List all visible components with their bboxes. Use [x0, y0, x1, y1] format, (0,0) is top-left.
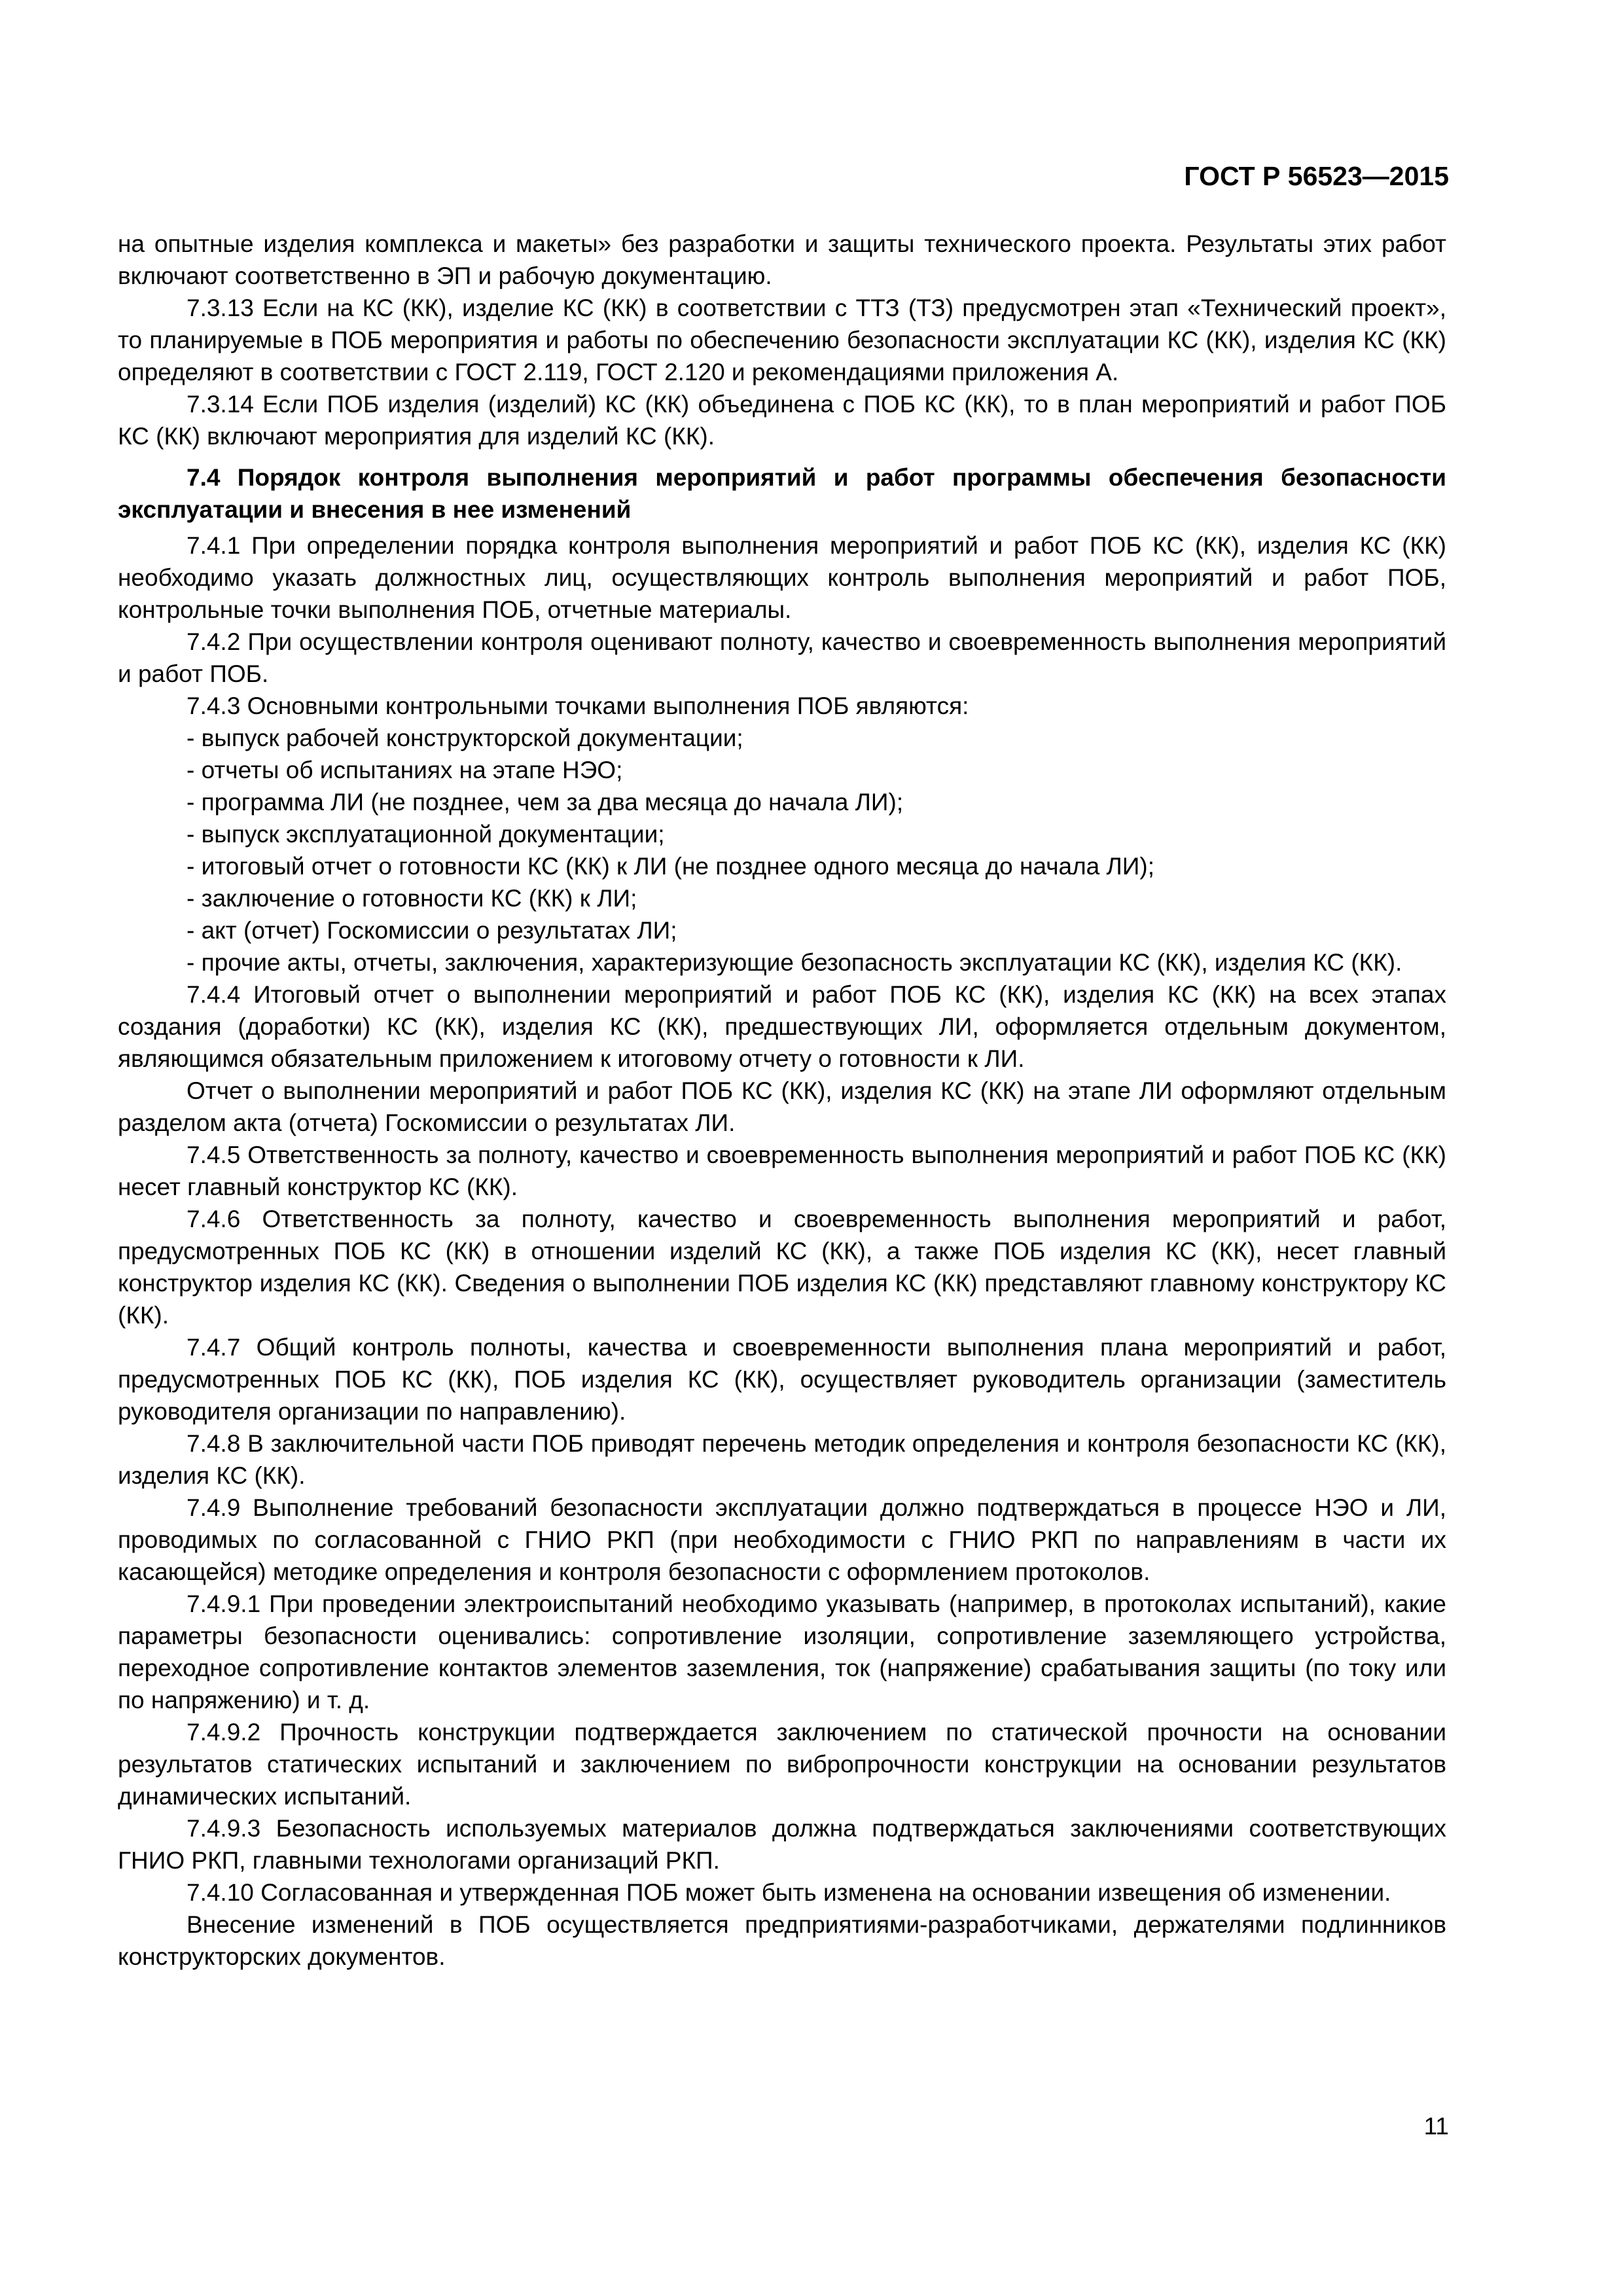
document-header: ГОСТ Р 56523—2015	[1184, 161, 1449, 191]
list-item: - акт (отчет) Госкомиссии о результатах ЛИ;	[187, 917, 677, 944]
paragraph: 7.4.1 При определении порядка контроля выполнения мероприятий и работ ПОБ КС (КК), изделия КС (КК) необходимо указать должностных лиц, осуществляющих контроль выполнения мероприятий и работ ПОБ, контрольные точки выполнения ПОБ, отчетные материалы.	[118, 532, 1446, 623]
paragraph: Отчет о выполнении мероприятий и работ ПОБ КС (КК), изделия КС (КК) на этапе ЛИ оформляют отдельным разделом акта (отчета) Госкомиссии о результатах ЛИ.	[118, 1077, 1446, 1136]
list-item: - программа ЛИ (не позднее, чем за два месяца до начала ЛИ);	[187, 789, 904, 816]
paragraph: 7.3.14 Если ПОБ изделия (изделий) КС (КК) объединена с ПОБ КС (КК), то в план мероприятий и работ ПОБ КС (КК) включают мероприятия для изделий КС (КК).	[118, 391, 1446, 450]
page-number: 11	[1423, 2113, 1449, 2140]
paragraph: 7.4.8 В заключительной части ПОБ приводят перечень методик определения и контроля безопасности КС (КК), изделия КС (КК).	[118, 1430, 1446, 1489]
section-heading: 7.4 Порядок контроля выполнения мероприятий и работ программы обеспечения безопасности эксплуатации и внесения в нее изменений	[118, 464, 1446, 523]
paragraph: 7.3.13 Если на КС (КК), изделие КС (КК) в соответствии с ТТЗ (ТЗ) предусмотрен этап «Технический проект», то планируемые в ПОБ мероприятия и работы по обеспечению безопасности эксплуатации КС (КК), изделия КС (КК) определяют в соответствии с ГОСТ 2.119, ГОСТ 2.120 и рекомендациями приложения А.	[118, 295, 1446, 386]
list-item: - отчеты об испытаниях на этапе НЭО;	[187, 757, 623, 783]
list-item: - выпуск рабочей конструкторской документации;	[187, 725, 743, 751]
list-item: - заключение о готовности КС (КК) к ЛИ;	[187, 885, 637, 912]
paragraph: 7.4.7 Общий контроль полноты, качества и своевременности выполнения плана мероприятий и работ, предусмотренных ПОБ КС (КК), ПОБ изделия КС (КК), осуществляет руководитель организации (заместитель руководителя организации по направлению).	[118, 1334, 1446, 1425]
paragraph: 7.4.5 Ответственность за полноту, качество и своевременность выполнения мероприятий и работ ПОБ КС (КК) несет главный конструктор КС (КК).	[118, 1141, 1446, 1200]
paragraph: 7.4.3 Основными контрольными точками выполнения ПОБ являются:	[187, 692, 969, 719]
paragraph: Внесение изменений в ПОБ осуществляется предприятиями-разработчиками, держателями подлинников конструкторских документов.	[118, 1911, 1446, 1970]
paragraph: 7.4.10 Согласованная и утвержденная ПОБ может быть изменена на основании извещения об изменении.	[187, 1879, 1391, 1906]
paragraph: на опытные изделия комплекса и макеты» без разработки и защиты технического проекта. Результаты этих работ включают соответственно в ЭП и рабочую документацию.	[118, 230, 1446, 289]
document-body	[118, 228, 1446, 1973]
paragraph: 7.4.6 Ответственность за полноту, качество и своевременность выполнения мероприятий и работ, предусмотренных ПОБ КС (КК) в отношении изделий КС (КК), а также ПОБ изделия КС (КК), несет главный конструктор изделия КС (КК). Сведения о выполнении ПОБ изделия КС (КК) представляют главному конструктору КС (КК).	[118, 1206, 1446, 1329]
paragraph: 7.4.9.3 Безопасность используемых материалов должна подтверждаться заключениями соответствующих ГНИО РКП, главными технологами организаций РКП.	[118, 1815, 1446, 1874]
list-item: - итоговый отчет о готовности КС (КК) к ЛИ (не позднее одного месяца до начала ЛИ);	[187, 853, 1155, 880]
paragraph: 7.4.9.1 При проведении электроиспытаний необходимо указывать (например, в протоколах испытаний), какие параметры безопасности оценивались: сопротивление изоляции, сопротивление заземляющего устройства, переходное сопротивление контактов элементов заземления, ток (напряжение) срабатывания защиты (по току или по напряжению) и т. д.	[118, 1590, 1446, 1713]
paragraph: 7.4.2 При осуществлении контроля оценивают полноту, качество и своевременность выполнения мероприятий и работ ПОБ.	[118, 628, 1446, 687]
paragraph: 7.4.9.2 Прочность конструкции подтверждается заключением по статической прочности на основании результатов статических испытаний и заключением по вибропрочности конструкции на основании результатов динамических испытаний.	[118, 1719, 1446, 1810]
paragraph: 7.4.9 Выполнение требований безопасности эксплуатации должно подтверждаться в процессе НЭО и ЛИ, проводимых по согласованной с ГНИО РКП (при необходимости с ГНИО РКП по направлениям в части их касающейся) методике определения и контроля безопасности с оформлением протоколов.	[118, 1494, 1446, 1585]
list-item: - выпуск эксплуатационной документации;	[187, 821, 665, 848]
paragraph: 7.4.4 Итоговый отчет о выполнении мероприятий и работ ПОБ КС (КК), изделия КС (КК) на всех этапах создания (доработки) КС (КК), изделия КС (КК), предшествующих ЛИ, оформляется отдельным документом, являющимся обязательным приложением к итоговому отчету о готовности к ЛИ.	[118, 981, 1446, 1072]
list-item: - прочие акты, отчеты, заключения, характеризующие безопасность эксплуатации КС (КК), изделия КС (КК).	[187, 949, 1402, 976]
